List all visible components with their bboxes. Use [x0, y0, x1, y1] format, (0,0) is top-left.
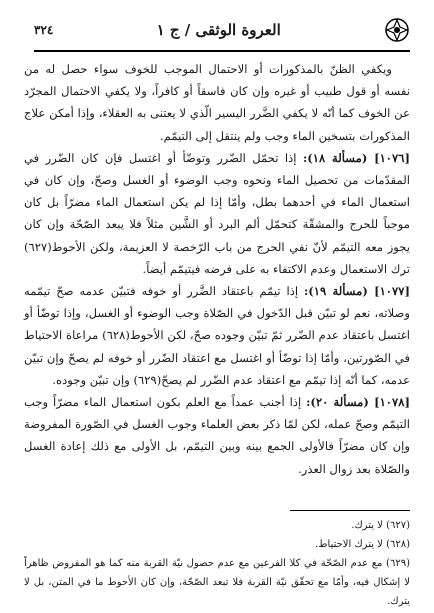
paragraph-text: إذا تيمّم باعتقاد الضَّرر أو خوفه فتبيّن عدمه صحّ تيمّمه وصلاته، نعم لو تبيّن قبل الدّخول في الصّلاة وجب الوضوء أو الغسل، وإذا توضّأ أو اغتسل باعتقاد عدم الضّرر ثمّ تبيّن وجوده صحّ، لكن الأحوط(٦٢٨) مراعاة الاحتياط في الصّورتين، وأمّا إذا توضّأ أو اغتسل مع اعتقاد الضّرر أو خوفه لم يصحّ وإن تبيّن عدمه، كما أنّه إذا تيمّم مع اعتقاد عدم الضّرر لم يصحّ(٦٢٩) وإن تبيّن وجوده. [24, 284, 411, 387]
header-divider [34, 50, 410, 52]
footnote: (٦٢٩) مع عدم الصّحّة في كلا الفرعين مع عدم حصول نيّة القربة منه كما هو المفروض ظاهراً لا إشكال فيه، وأمّا مع تحقّق نيّة القربة فلا تبعد الصّحّة، وإن كان الأحوط ما في المتن، بل لا يترك. [24, 558, 410, 607]
book-title: العروة الوثقى / ج ١ [156, 21, 281, 39]
paragraph-text: إذا أجنب عمداً مع العلم بكون استعمال الماء مضرّاً وجب التيمّم وصحّ عمله، لكن لمّا ذكر بعض العلماء وجوب الغسل في الصّورة المفروضة وإن كان مضرّاً فالأولى الجمع بينه وبين التيمّم، بل الأولى مع ذلك إعادة الغسل والصّلاة بعد زوال العذر. [24, 395, 410, 476]
paragraph [24, 391, 410, 480]
paragraph [24, 280, 410, 391]
footnote-separator [290, 510, 410, 511]
page-number: ٣٢٤ [34, 23, 54, 37]
footnotes [24, 516, 410, 611]
ornament-icon [384, 17, 410, 43]
footnote: (٦٢٧) لا يترك. [351, 520, 410, 531]
issue-label: [١٠٧٨] (مسألة ٢٠): [306, 395, 410, 410]
issue-label: [١٠٧٦] (مسألة ١٨): [302, 150, 410, 165]
page-header [34, 14, 410, 46]
page-body [24, 58, 410, 480]
paragraph [24, 147, 410, 280]
footnote: (٦٢٨) لا يترك الاحتياط. [315, 539, 410, 550]
paragraph-text: إذا تحمّل الضّرر وتوضّأ أو اغتسل فإن كان الضّرر في المقدّمات من تحصيل الماء ونحوه وجب الوضوء أو الغسل وصحّ، وإن كان في استعمال الماء في أحدهما بطل، وأمّا إذا لم يكن استعمال الماء مضرّاً بل كان موجباً للحرج والمشقّة كتحمّل ألم البرد أو الشَّين مثلاً فلا يبعد الصّحّة وإن كان يجوز معه التيمّم لأنّ نفي الحرج من باب الرّخصة لا العزيمة، ولكن الأحوط(٦٢٧) ترك الاستعمال وعدم الاكتفاء به على فرضه فيتيمّم أيضاً. [24, 150, 411, 276]
paragraph: ويكفي الظنّ بالمذكورات أو الاحتمال الموجب للخوف سواء حصل له من نفسه أو قول طبيب أو غيره وإن كان فاسقاً أو كافراً، ولا يكفي الاحتمال المجرّد عن الخوف كما أنّه لا يكفي الضَّرر اليسير الّذي لا يعتنى به العقلاء، وإذا أمكن علاج المذكورات بتسخين الماء وجب ولم ينتقل إلى التيمّم. [24, 62, 410, 143]
issue-label: [١٠٧٧] (مسألة ١٩): [304, 284, 410, 299]
